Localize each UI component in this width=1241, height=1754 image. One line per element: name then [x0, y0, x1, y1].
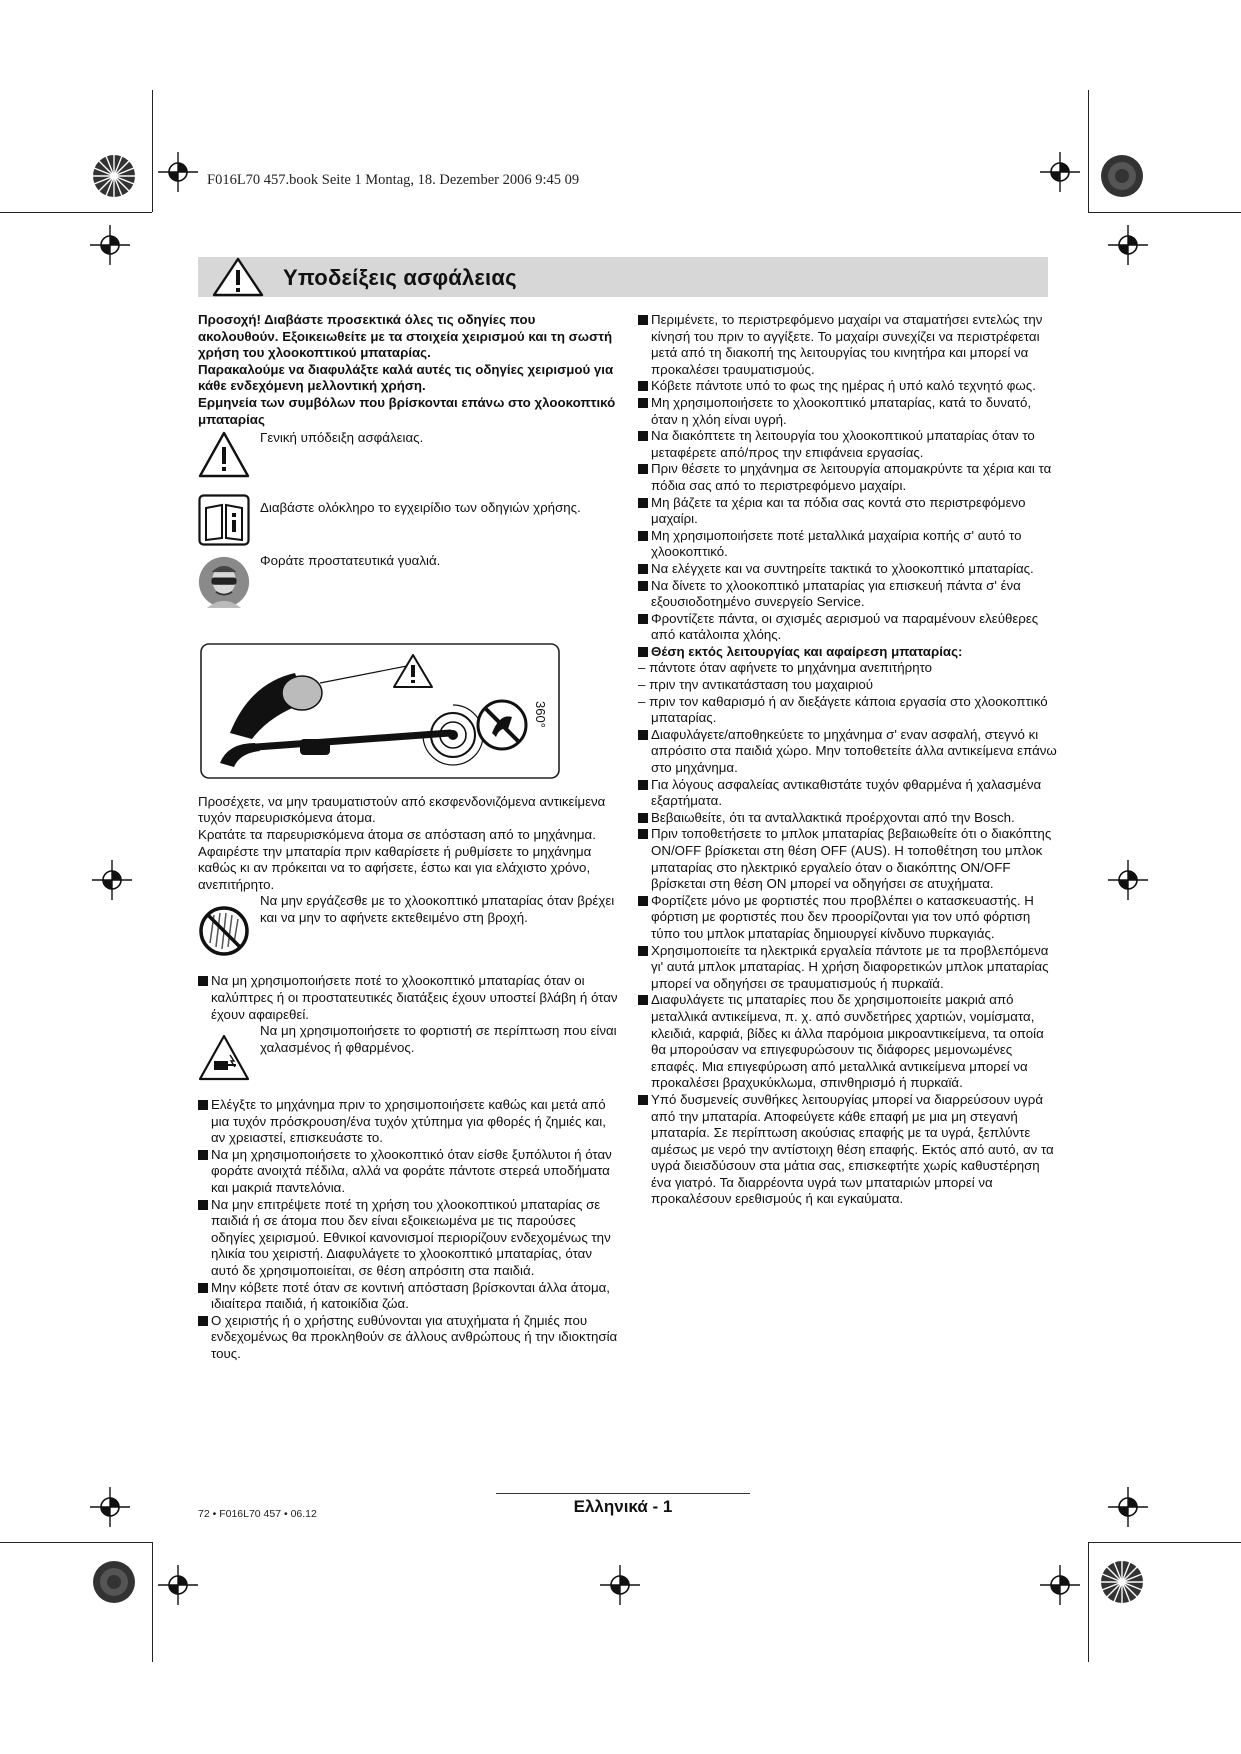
no-rain-icon: [198, 905, 250, 957]
right-bullet: Για λόγους ασφαλείας αντικαθιστάτε τυχόν φθαρμένα ή χαλασμένα εξαρτήματα.: [638, 777, 1058, 810]
starburst-registration-icon: [92, 1560, 136, 1604]
left-column: [198, 312, 618, 1363]
intro-symbols-heading: Ερμηνεία των συμβόλων που βρίσκονται επάνω στο χλοοκοπτικό μπαταρίας: [198, 394, 616, 427]
right-bullet: Χρησιμοποιείτε τα ηλεκτρικά εργαλεία πάντοτε με τα προβλεπόμενα γι' αυτά μπλοκ μπαταρίας. Η χρήση διαφορετικών μπλοκ μπαταρίας μπορεί να οδηγήσει σε τραυματισμούς ή πυρκαϊά.: [638, 943, 1058, 993]
bullet-square-icon: [638, 431, 648, 441]
footer-document-code: 72 • F016L70 457 • 06.12: [198, 1508, 317, 1520]
bullet-square-icon: [638, 564, 648, 574]
right-bullet: Να ελέγχετε και να συντηρείτε τακτικά το χλοοκοπτικό μπαταρίας.: [638, 561, 1058, 578]
crop-line: [152, 1542, 153, 1662]
bullet-square-icon: [638, 647, 648, 657]
bullet-square-icon: [638, 315, 648, 325]
page-title: Υποδείξεις ασφάλειας: [283, 265, 517, 290]
right-bullet: Περιμένετε, το περιστρεφόμενο μαχαίρι να σταματήσει εντελώς την κίνησή του πριν το αγγίξετε. Το μαχαίρι συνεχίζει να περιστρέφεται μετά από τη διακοπή της λειτουργίας του κινητήρα και μπορεί να προκαλέσει τραυματισμούς.: [638, 312, 1058, 378]
charger-warning-text: Να μη χρησιμοποιήσετε το φορτιστή σε περίπτωση που είναι χαλασμένος ή φθαρμένος.: [260, 1023, 617, 1055]
registration-crosshair-icon: [90, 225, 130, 265]
rain-warning-text: Να μην εργάζεσθε με το χλοοκοπτικό μπαταρίας όταν βρέχει και να μην το αφήνετε εκτεθειμένο στη βροχή.: [260, 893, 615, 925]
bullet-square-icon: [638, 1095, 648, 1105]
right-bullet: Βεβαιωθείτε, ότι τα ανταλλακτικά προέρχονται από την Bosch.: [638, 810, 1058, 827]
right-bullet: Φορτίζετε μόνο με φορτιστές που προβλέπει ο κατασκευαστής. Η φόρτιση με φορτιστές που δεν προορίζονται για τον υπό φόρτιση τύπο του μπλοκ μπαταρίας δημιουργεί κίνδυνο πυρκαγιάς.: [638, 893, 1058, 943]
bullet-square-icon: [638, 813, 648, 823]
bullet-square-icon: [638, 614, 648, 624]
read-manual-icon: [198, 494, 250, 546]
illustration-360-label: 360°: [533, 701, 548, 729]
damaged-charger-warning-icon: [198, 1033, 250, 1083]
crop-line: [0, 1542, 152, 1543]
crop-line: [1088, 90, 1089, 212]
crop-line: [152, 90, 153, 212]
right-bullet: Μη βάζετε τα χέρια και τα πόδια σας κοντά στο περιστρεφόμενο μαχαίρι.: [638, 495, 1058, 528]
intro-keep-instructions: Παρακαλούμε να διαφυλάξτε καλά αυτές τις οδηγίες χειρισμού για κάθε ενδεχόμενη μελλοντική χρήση.: [198, 361, 614, 394]
bullet-square-icon: [638, 581, 648, 591]
bullet-square-icon: [638, 780, 648, 790]
left-bullet: Να μη χρησιμοποιήσετε το χλοοκοπτικό όταν είσθε ξυπόλυτοι ή όταν φοράτε ανοιχτά πέδιλα, αλλά να φοράτε πάντοτε στερεά υποδήματα και μακριά παντελόνια.: [198, 1147, 618, 1197]
left-paragraph: Προσέχετε, να μην τραυματιστούν από εκσφενδονιζόμενα αντικείμενα τυχόν παρευρισκόμενα άτομα.: [198, 793, 606, 826]
registration-crosshair-icon: [1040, 1565, 1080, 1605]
symbol-row-general: [198, 430, 618, 488]
bullet-square-icon: [638, 381, 648, 391]
registration-crosshair-icon: [92, 860, 132, 900]
bullet-square-icon: [638, 829, 648, 839]
right-bullet: Διαφυλάγετε τις μπαταρίες που δε χρησιμοποιείτε μακριά από μεταλλικά αντικείμενα, π. χ. από συνδετήρες χαρτιών, νομίσματα, κλειδιά, καρφιά, βίδες κι άλλα παρόμοια μικροαντικείμενα, τα οποία θα μπορούσαν να επιγεφυρώσουν τις διάφορες μεμονωμένες επαφές. Μια επιγεφύρωση από μεταλλικά αντικείμενα μπορεί να προκαλέσει βραχυκύκλωμα, σπινθηρισμό ή πυρκαϊά.: [638, 992, 1058, 1092]
left-bullet: Να μην επιτρέψετε ποτέ τη χρήση του χλοοκοπτικού μπαταρίας σε παιδιά ή σε άτομα που δεν είναι εξοικειωμένα με τις παρούσες οδηγίες χειρισμού. Εθνικοί κανονισμοί περιορίζουν ενδεχομένως την ηλικία του χειριστή. Διαφυλάγετε το χλοοκοπτικό μπαταρίας, όταν αυτό δε χρησιμοποιείται, σε θέση απρόσιτη στα παιδιά.: [198, 1197, 618, 1280]
warning-triangle-icon: [198, 430, 250, 480]
starburst-registration-icon: [92, 154, 136, 198]
bullet-square-icon: [638, 730, 648, 740]
left-bullet: Μην κόβετε ποτέ όταν σε κοντινή απόσταση βρίσκονται άλλα άτομα, ιδιαίτερα παιδιά, ή κατοικίδια ζώα.: [198, 1280, 618, 1313]
registration-crosshair-icon: [1108, 1487, 1148, 1527]
symbol-row-charger: [198, 1023, 618, 1089]
right-bullet: Κόβετε πάντοτε υπό το φως της ημέρας ή υπό καλό τεχνητό φως.: [638, 378, 1058, 395]
symbol-goggles-text: Φοράτε προστατευτικά γυαλιά.: [260, 553, 441, 569]
bullet-square-icon: [638, 896, 648, 906]
removal-item: – πριν τον καθαρισμό ή αν διεξάγετε κάποια εργασία στο χλοοκοπτικό μπαταρίας.: [638, 693, 1048, 726]
left-paragraph: Κρατάτε τα παρευρισκόμενα άτομα σε απόσταση από το μηχάνημα.: [198, 826, 596, 842]
bullet-square-icon: [638, 498, 648, 508]
bullet-square-icon: [198, 1150, 208, 1160]
right-bullet: Μη χρησιμοποιήσετε ποτέ μεταλλικά μαχαίρια κοπής σ' αυτό το χλοοκοπτικό.: [638, 528, 1058, 561]
section-title-bar: [198, 257, 1048, 297]
registration-crosshair-icon: [1040, 152, 1080, 192]
symbol-row-manual: [198, 494, 618, 549]
print-header: F016L70 457.book Seite 1 Montag, 18. Dezember 2006 9:45 09: [207, 172, 580, 188]
registration-crosshair-icon: [1108, 860, 1148, 900]
safety-goggles-icon: [198, 553, 250, 611]
bullet-square-icon: [638, 946, 648, 956]
removal-item: – πάντοτε όταν αφήνετε το μηχάνημα ανεπιτήρητο: [638, 660, 933, 676]
registration-crosshair-icon: [90, 1487, 130, 1527]
symbol-manual-text: Διαβάστε ολόκληρο το εγχειρίδιο των οδηγιών χρήσης.: [260, 500, 581, 516]
left-paragraph: Αφαιρέστε την μπαταρία πριν καθαρίσετε ή ρυθμίσετε το μηχάνημα καθώς κι αν πρόκειται να το αφήσετε, έστω και για ελάχιστο χρόνο, ανεπιτήρητο.: [198, 843, 592, 892]
crop-line: [1088, 1542, 1089, 1662]
crop-line: [0, 212, 152, 213]
bullet-square-icon: [198, 1283, 208, 1293]
crop-line: [1088, 212, 1241, 213]
symbol-row-goggles: [198, 553, 618, 615]
registration-crosshair-icon: [600, 1565, 640, 1605]
registration-crosshair-icon: [158, 152, 198, 192]
bullet-square-icon: [638, 398, 648, 408]
right-bullet: Να διακόπτετε τη λειτουργία του χλοοκοπτικού μπαταρίας όταν το μεταφέρετε από/προς την επιφάνεια εργασίας.: [638, 428, 1058, 461]
starburst-registration-icon: [1100, 154, 1144, 198]
right-bullet: Πριν τοποθετήσετε το μπλοκ μπαταρίας βεβαιωθείτε ότι ο διακόπτης ON/OFF βρίσκεται στη θέση OFF (AUS). Η τοποθέτηση του μπλοκ μπαταρίας στο ηλεκτρικό εργαλείο όταν ο διακόπτης ON/OFF βρίσκεται στη θέση ON μπορεί να οδηγήσει σε ατυχήματα.: [638, 826, 1058, 892]
left-bullet: Ο χειριστής ή ο χρήστης ευθύνονται για ατυχήματα ή ζημιές που ενδεχομένως θα προκληθούν σε άλλους ανθρώπους ή την ιδιοκτησία τους.: [198, 1313, 618, 1363]
right-bullet: Υπό δυσμενείς συνθήκες λειτουργίας μπορεί να διαρρεύσουν υγρά από την μπαταρία. Αποφεύγετε κάθε επαφή με μια μη στεγανή μπαταρία. Σε περίπτωση ακούσιας επαφής με τα υγρά, ξεπλύντε αμέσως με νερό την αντίστοιχη θέση επαφής. Εκτός από αυτό, αν τα υγρά διεισδύσουν στα μάτια σας, επισκεφτήτε χωρίς καθυστέρηση ένα γιατρό. Τα διαρρέοντα υγρά των μπαταριών μπορεί να προκαλέσουν ερεθισμούς ή και εγκαύματα.: [638, 1092, 1058, 1208]
right-bullet: Φροντίζετε πάντα, οι σχισμές αερισμού να παραμένουν ελεύθερες από κατάλοιπα χλόης.: [638, 611, 1058, 644]
footer-page-label: Ελληνικά - 1: [573, 1497, 673, 1516]
left-bullet: Ελέγξτε το μηχάνημα πριν το χρησιμοποιήσετε καθώς και μετά από μια τυχόν πρόσκρουση/ένα τυχόν χτύπημα για φθορές ή ζημιές και, αν χρειαστεί, επισκευάστε το.: [198, 1097, 618, 1147]
bullet-square-icon: [638, 531, 648, 541]
right-column: [638, 312, 1058, 1208]
thrown-objects-illustration: [200, 643, 560, 779]
starburst-registration-icon: [1100, 1560, 1144, 1604]
right-bullet: Πριν θέσετε το μηχάνημα σε λειτουργία απομακρύντε τα χέρια και τα πόδια σας από το περιστρεφόμενο μαχαίρι.: [638, 461, 1058, 494]
left-bullet: Να μη χρησιμοποιήσετε ποτέ το χλοοκοπτικό μπαταρίας όταν οι καλύπτρες ή οι προστατευτικές διατάξεις έχουν υποστεί βλάβη ή όταν έχουν αφαιρεθεί.: [198, 973, 618, 1023]
registration-crosshair-icon: [158, 1565, 198, 1605]
removal-heading: Θέση εκτός λειτουργίας και αφαίρεση μπαταρίας:: [638, 644, 1058, 661]
symbol-general-text: Γενική υπόδειξη ασφάλειας.: [260, 430, 424, 446]
removal-item: – πριν την αντικατάσταση του μαχαιριού: [638, 677, 874, 693]
symbol-row-rain: [198, 893, 618, 967]
footer-divider: [496, 1493, 750, 1494]
right-bullet: Διαφυλάγετε/αποθηκεύετε το μηχάνημα σ' εναν ασφαλή, στεγνό κι απρόσιτο στα παιδιά χώρο. Μην τοποθετείτε άλλα αντικείμενα επάνω στο μηχάνημα.: [638, 727, 1058, 777]
bullet-square-icon: [198, 1316, 208, 1326]
bullet-square-icon: [198, 1100, 208, 1110]
bullet-square-icon: [198, 1200, 208, 1210]
right-bullet: Μη χρησιμοποιήσετε το χλοοκοπτικό μπαταρίας, κατά το δυνατό, όταν η χλόη είναι υγρή.: [638, 395, 1058, 428]
warning-triangle-icon: [212, 257, 264, 297]
crop-line: [1088, 1542, 1241, 1543]
intro-warning: Προσοχή! Διαβάστε προσεκτικά όλες τις οδηγίες που ακολουθούν. Εξοικειωθείτε με τα στοιχεία χειρισμού και τη σωστή χρήση του χλοοκοπτικού μπαταρίας.: [198, 312, 613, 361]
bullet-square-icon: [638, 464, 648, 474]
right-bullet: Να δίνετε το χλοοκοπτικό μπαταρίας για επισκευή πάντα σ' ένα εξουσιοδοτημένο συνεργείο Service.: [638, 578, 1058, 611]
bullet-square-icon: [198, 976, 208, 986]
bullet-square-icon: [638, 995, 648, 1005]
registration-crosshair-icon: [1108, 225, 1148, 265]
